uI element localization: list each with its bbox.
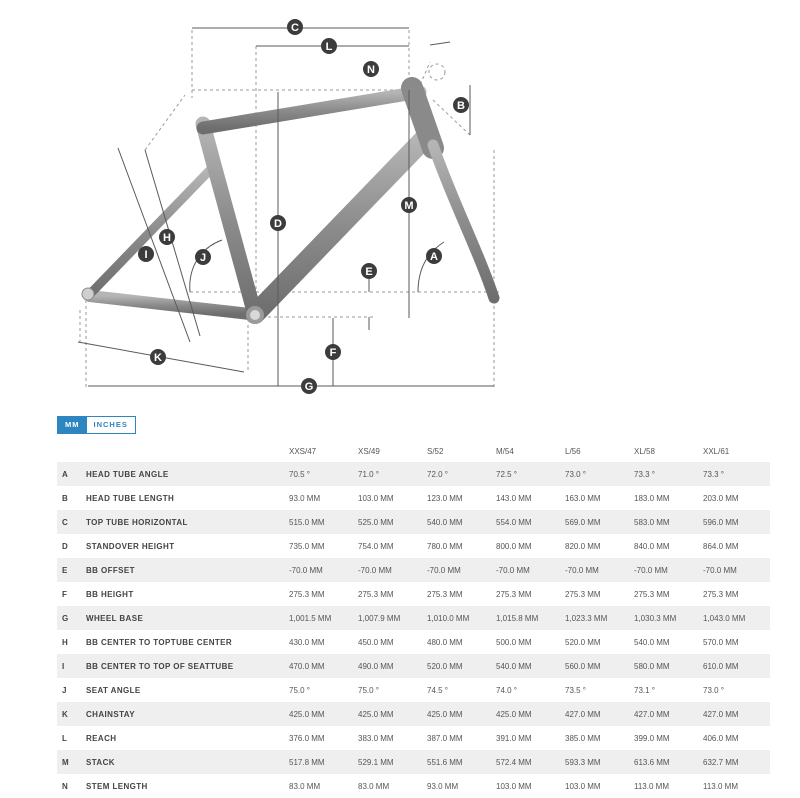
marker-j xyxy=(195,249,211,265)
row-letter: H xyxy=(62,637,68,647)
row-value: 406.0 MM xyxy=(703,733,739,743)
table-row xyxy=(57,654,770,678)
row-value: 387.0 MM xyxy=(427,733,463,743)
row-measurement-name: STANDOVER HEIGHT xyxy=(86,541,175,551)
row-letter: M xyxy=(62,757,69,767)
row-letter: A xyxy=(62,469,68,479)
row-measurement-name: REACH xyxy=(86,733,117,743)
table-row xyxy=(57,486,770,510)
size-header: XXS/47 xyxy=(289,446,317,456)
svg-text:M: M xyxy=(404,200,414,212)
marker-b xyxy=(453,97,469,113)
row-value: 593.3 MM xyxy=(565,757,601,767)
row-value: 123.0 MM xyxy=(427,493,463,503)
table-row xyxy=(57,534,770,558)
row-value: 480.0 MM xyxy=(427,637,463,647)
row-value: 1,015.8 MM xyxy=(496,613,539,623)
row-value: 376.0 MM xyxy=(289,733,325,743)
row-value: 163.0 MM xyxy=(565,493,601,503)
row-letter: J xyxy=(62,685,67,695)
row-value: 490.0 MM xyxy=(358,661,394,671)
table-row xyxy=(57,582,770,606)
row-value: 517.8 MM xyxy=(289,757,325,767)
table-row xyxy=(57,462,770,486)
row-value: 275.3 MM xyxy=(565,589,601,599)
row-value: 735.0 MM xyxy=(289,541,325,551)
row-value: 427.0 MM xyxy=(703,709,739,719)
row-value: 430.0 MM xyxy=(289,637,325,647)
row-value: 800.0 MM xyxy=(496,541,532,551)
row-value: 275.3 MM xyxy=(358,589,394,599)
svg-text:D: D xyxy=(274,218,282,230)
row-value: 520.0 MM xyxy=(565,637,601,647)
row-value: 1,023.3 MM xyxy=(565,613,608,623)
table-row xyxy=(57,510,770,534)
table-row xyxy=(57,702,770,726)
row-value: 83.0 MM xyxy=(289,781,321,791)
table-header-row xyxy=(57,440,770,462)
row-value: 275.3 MM xyxy=(634,589,670,599)
marker-n xyxy=(363,61,379,77)
row-measurement-name: SEAT ANGLE xyxy=(86,685,141,695)
marker-m xyxy=(401,197,417,213)
row-value: 75.0 ° xyxy=(289,685,310,695)
row-value: 72.0 ° xyxy=(427,469,448,479)
row-letter: L xyxy=(62,733,67,743)
marker-f xyxy=(325,344,341,360)
row-value: 425.0 MM xyxy=(427,709,463,719)
row-value: 554.0 MM xyxy=(496,517,532,527)
row-measurement-name: WHEEL BASE xyxy=(86,613,144,623)
row-value: -70.0 MM xyxy=(427,565,461,575)
row-letter: N xyxy=(62,781,68,791)
row-value: 74.0 ° xyxy=(496,685,517,695)
row-value: -70.0 MM xyxy=(565,565,599,575)
row-value: 551.6 MM xyxy=(427,757,463,767)
row-value: 515.0 MM xyxy=(289,517,325,527)
marker-e xyxy=(361,263,377,279)
row-letter: B xyxy=(62,493,68,503)
svg-text:F: F xyxy=(329,347,337,359)
row-letter: D xyxy=(62,541,68,551)
table-row xyxy=(57,750,770,774)
row-measurement-name: BB OFFSET xyxy=(86,565,135,575)
row-value: 572.4 MM xyxy=(496,757,532,767)
table-row xyxy=(57,726,770,750)
row-value: 93.0 MM xyxy=(427,781,459,791)
row-value: 580.0 MM xyxy=(634,661,670,671)
row-value: -70.0 MM xyxy=(703,565,737,575)
row-value: 143.0 MM xyxy=(496,493,532,503)
row-value: 427.0 MM xyxy=(565,709,601,719)
size-header: L/56 xyxy=(565,446,581,456)
marker-k xyxy=(150,349,166,365)
table-row xyxy=(57,774,770,798)
row-value: 399.0 MM xyxy=(634,733,670,743)
row-letter: E xyxy=(62,565,68,575)
table-row xyxy=(57,630,770,654)
row-value: 73.0 ° xyxy=(703,685,724,695)
row-value: -70.0 MM xyxy=(358,565,392,575)
construction-lines xyxy=(80,30,500,390)
row-value: 540.0 MM xyxy=(496,661,532,671)
row-value: 525.0 MM xyxy=(358,517,394,527)
row-value: 75.0 ° xyxy=(358,685,379,695)
row-value: 113.0 MM xyxy=(703,781,738,791)
row-value: 103.0 MM xyxy=(358,493,394,503)
row-value: 540.0 MM xyxy=(634,637,670,647)
row-value: 73.3 ° xyxy=(634,469,655,479)
row-value: 73.1 ° xyxy=(634,685,655,695)
marker-l xyxy=(321,38,337,54)
svg-text:K: K xyxy=(154,352,162,364)
svg-text:G: G xyxy=(304,381,314,393)
row-value: 780.0 MM xyxy=(427,541,463,551)
row-measurement-name: TOP TUBE HORIZONTAL xyxy=(86,517,188,527)
svg-text:L: L xyxy=(325,41,333,53)
table-row xyxy=(57,678,770,702)
row-value: 840.0 MM xyxy=(634,541,670,551)
row-measurement-name: STEM LENGTH xyxy=(86,781,148,791)
row-value: 500.0 MM xyxy=(496,637,532,647)
row-value: 632.7 MM xyxy=(703,757,739,767)
row-value: 520.0 MM xyxy=(427,661,463,671)
row-value: 1,001.5 MM xyxy=(289,613,332,623)
row-value: 71.0 ° xyxy=(358,469,379,479)
marker-a xyxy=(426,248,442,264)
row-measurement-name: BB HEIGHT xyxy=(86,589,134,599)
table-row xyxy=(57,558,770,582)
row-measurement-name: HEAD TUBE ANGLE xyxy=(86,469,169,479)
size-header: XS/49 xyxy=(358,446,380,456)
row-measurement-name: CHAINSTAY xyxy=(86,709,135,719)
row-value: 560.0 MM xyxy=(565,661,601,671)
marker-h xyxy=(159,229,175,245)
row-letter: C xyxy=(62,517,68,527)
row-value: 427.0 MM xyxy=(634,709,670,719)
svg-text:C: C xyxy=(291,22,299,34)
unit-mm-button[interactable]: MM xyxy=(58,417,87,433)
geometry-table xyxy=(57,440,770,798)
dimension-lines xyxy=(78,28,494,386)
row-measurement-name: BB CENTER TO TOPTUBE CENTER xyxy=(86,637,233,647)
row-letter: K xyxy=(62,709,68,719)
svg-text:J: J xyxy=(199,252,207,264)
size-header: XXL/61 xyxy=(703,446,730,456)
svg-text:B: B xyxy=(457,100,465,112)
row-value: 93.0 MM xyxy=(289,493,321,503)
row-value: 83.0 MM xyxy=(358,781,390,791)
row-value: -70.0 MM xyxy=(289,565,323,575)
row-value: 70.5 ° xyxy=(289,469,310,479)
row-value: 73.5 ° xyxy=(565,685,586,695)
svg-text:E: E xyxy=(365,266,373,278)
row-value: 391.0 MM xyxy=(496,733,532,743)
row-value: 1,030.3 MM xyxy=(634,613,677,623)
row-value: 203.0 MM xyxy=(703,493,739,503)
row-measurement-name: BB CENTER TO TOP OF SEATTUBE xyxy=(86,661,234,671)
row-value: 425.0 MM xyxy=(496,709,532,719)
row-value: 529.1 MM xyxy=(358,757,394,767)
unit-toggle xyxy=(57,416,136,434)
size-header: XL/58 xyxy=(634,446,655,456)
row-value: 570.0 MM xyxy=(703,637,739,647)
row-value: 613.6 MM xyxy=(634,757,670,767)
row-value: 754.0 MM xyxy=(358,541,394,551)
row-value: 450.0 MM xyxy=(358,637,394,647)
row-value: 183.0 MM xyxy=(634,493,670,503)
row-value: 1,043.0 MM xyxy=(703,613,746,623)
table-body xyxy=(57,462,770,798)
svg-text:I: I xyxy=(144,249,148,261)
row-value: 74.5 ° xyxy=(427,685,448,695)
row-value: 72.5 ° xyxy=(496,469,517,479)
row-value: 540.0 MM xyxy=(427,517,463,527)
svg-text:A: A xyxy=(430,251,438,263)
unit-inches-button[interactable]: INCHES xyxy=(87,417,135,433)
row-value: 113.0 MM xyxy=(634,781,669,791)
row-value: 73.3 ° xyxy=(703,469,724,479)
row-value: 383.0 MM xyxy=(358,733,394,743)
row-value: 610.0 MM xyxy=(703,661,739,671)
row-value: 569.0 MM xyxy=(565,517,601,527)
row-value: 103.0 MM xyxy=(565,781,601,791)
size-header: M/54 xyxy=(496,446,514,456)
row-value: 583.0 MM xyxy=(634,517,670,527)
row-value: -70.0 MM xyxy=(496,565,530,575)
row-measurement-name: STACK xyxy=(86,757,115,767)
row-value: -70.0 MM xyxy=(634,565,668,575)
svg-text:N: N xyxy=(367,64,375,76)
bike-frame xyxy=(82,88,494,324)
row-value: 73.0 ° xyxy=(565,469,586,479)
row-value: 275.3 MM xyxy=(703,589,739,599)
svg-text:H: H xyxy=(163,232,171,244)
row-value: 470.0 MM xyxy=(289,661,325,671)
row-value: 1,010.0 MM xyxy=(427,613,470,623)
size-header: S/52 xyxy=(427,446,444,456)
marker-i xyxy=(138,246,154,262)
marker-c xyxy=(287,19,303,35)
row-value: 275.3 MM xyxy=(496,589,532,599)
row-value: 103.0 MM xyxy=(496,781,532,791)
table-row xyxy=(57,606,770,630)
row-letter: G xyxy=(62,613,69,623)
row-value: 1,007.9 MM xyxy=(358,613,401,623)
marker-d xyxy=(270,215,286,231)
row-letter: I xyxy=(62,661,65,671)
row-value: 385.0 MM xyxy=(565,733,601,743)
row-value: 425.0 MM xyxy=(358,709,394,719)
row-value: 820.0 MM xyxy=(565,541,601,551)
row-measurement-name: HEAD TUBE LENGTH xyxy=(86,493,175,503)
row-letter: F xyxy=(62,589,67,599)
row-value: 275.3 MM xyxy=(427,589,463,599)
row-value: 275.3 MM xyxy=(289,589,325,599)
row-value: 425.0 MM xyxy=(289,709,325,719)
row-value: 596.0 MM xyxy=(703,517,739,527)
marker-g xyxy=(301,378,317,394)
row-value: 864.0 MM xyxy=(703,541,739,551)
